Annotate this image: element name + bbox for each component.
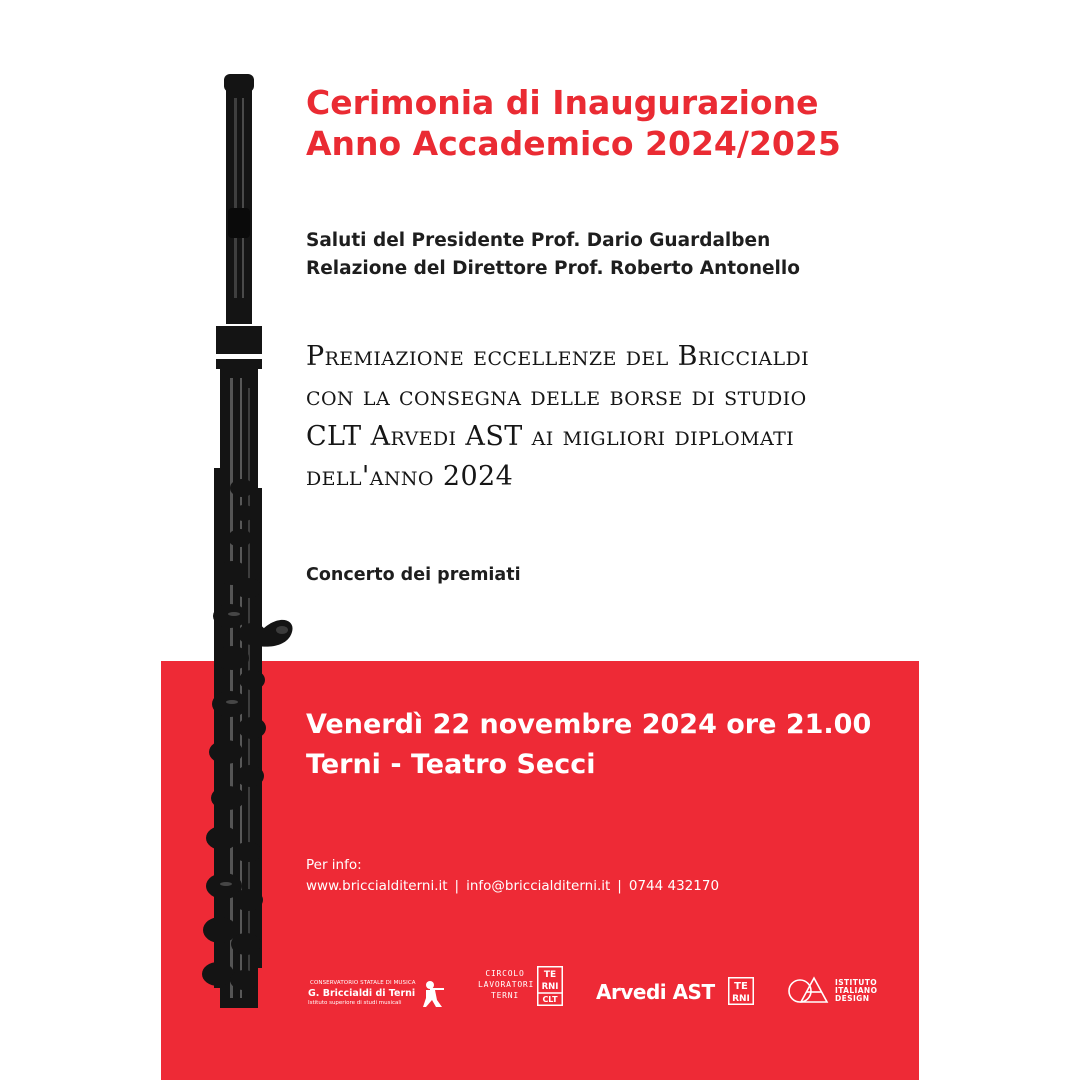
award-line-2: con la consegna delle borse di studio [306, 381, 807, 412]
iid-line-2: ITALIANO [835, 985, 878, 995]
title-line-2: Anno Accademico 2024/2025 [306, 124, 841, 163]
terni-mark-icon [728, 977, 754, 1005]
clt-box-mid: RNI [541, 982, 559, 992]
terni-clt-mark-icon [537, 966, 563, 1006]
iid-line-3: DESIGN [835, 993, 870, 1003]
event-date: Venerdì 22 novembre 2024 ore 21.00 [306, 709, 872, 740]
separator: | [454, 878, 460, 894]
award-line-1: Premiazione eccellenze del Briccialdi [306, 341, 809, 372]
iid-line-1: ISTITUTO [835, 978, 877, 987]
contact-info [306, 855, 719, 897]
clt-line-1: CIRCOLO [485, 969, 525, 978]
separator: | [617, 878, 622, 894]
award-line-4: dell'anno 2024 [306, 461, 514, 492]
event-place: Terni - Teatro Secci [306, 749, 596, 780]
speakers-block [306, 227, 800, 283]
istituto-italiano-design-logo [787, 972, 882, 1008]
briccialdi-logo-sub: Istituto superiore di studi musicali [308, 1000, 402, 1006]
arvedi-box-bottom: RNI [732, 994, 750, 1004]
email-link[interactable]: info@briccialditerni.it [466, 878, 611, 894]
flute-illustration [196, 68, 300, 1012]
clt-logo [478, 964, 568, 1006]
briccialdi-logo-top: CONSERVATORIO STATALE DI MUSICA [310, 980, 416, 986]
page-title [306, 82, 841, 164]
contact-line [306, 876, 719, 897]
briccialdi-logo-name: G. Briccialdi di Terni [308, 988, 416, 999]
arvedi-logo-name: Arvedi AST [596, 980, 715, 1004]
event-details [306, 705, 871, 785]
clt-line-3: TERNI [490, 991, 520, 1000]
award-description [306, 337, 809, 497]
phone-number: 0744 432170 [628, 878, 720, 894]
arvedi-ast-logo [596, 974, 761, 1008]
briccialdi-logo [296, 976, 446, 1010]
iid-logo-text [835, 979, 877, 1002]
concert-label: Concerto dei premiati [306, 565, 521, 585]
director-report: Relazione del Direttore Prof. Roberto Antonello [306, 258, 800, 279]
iid-mark-icon [787, 974, 831, 1006]
arvedi-box-top: TE [734, 981, 748, 992]
clt-box-bottom: CLT [542, 995, 558, 1004]
title-line-1: Cerimonia di Inaugurazione [306, 83, 819, 122]
president-greeting: Saluti del Presidente Prof. Dario Guardalben [306, 230, 771, 251]
flutist-icon [422, 980, 444, 1008]
clt-box-top: TE [543, 970, 557, 980]
award-line-3: CLT Arvedi AST ai migliori diplomati [306, 421, 795, 452]
info-label: Per info: [306, 857, 362, 873]
clt-line-2: LAVORATORI [478, 980, 535, 989]
website-link[interactable]: www.briccialditerni.it [306, 878, 448, 894]
clt-logo-text [478, 968, 535, 1001]
